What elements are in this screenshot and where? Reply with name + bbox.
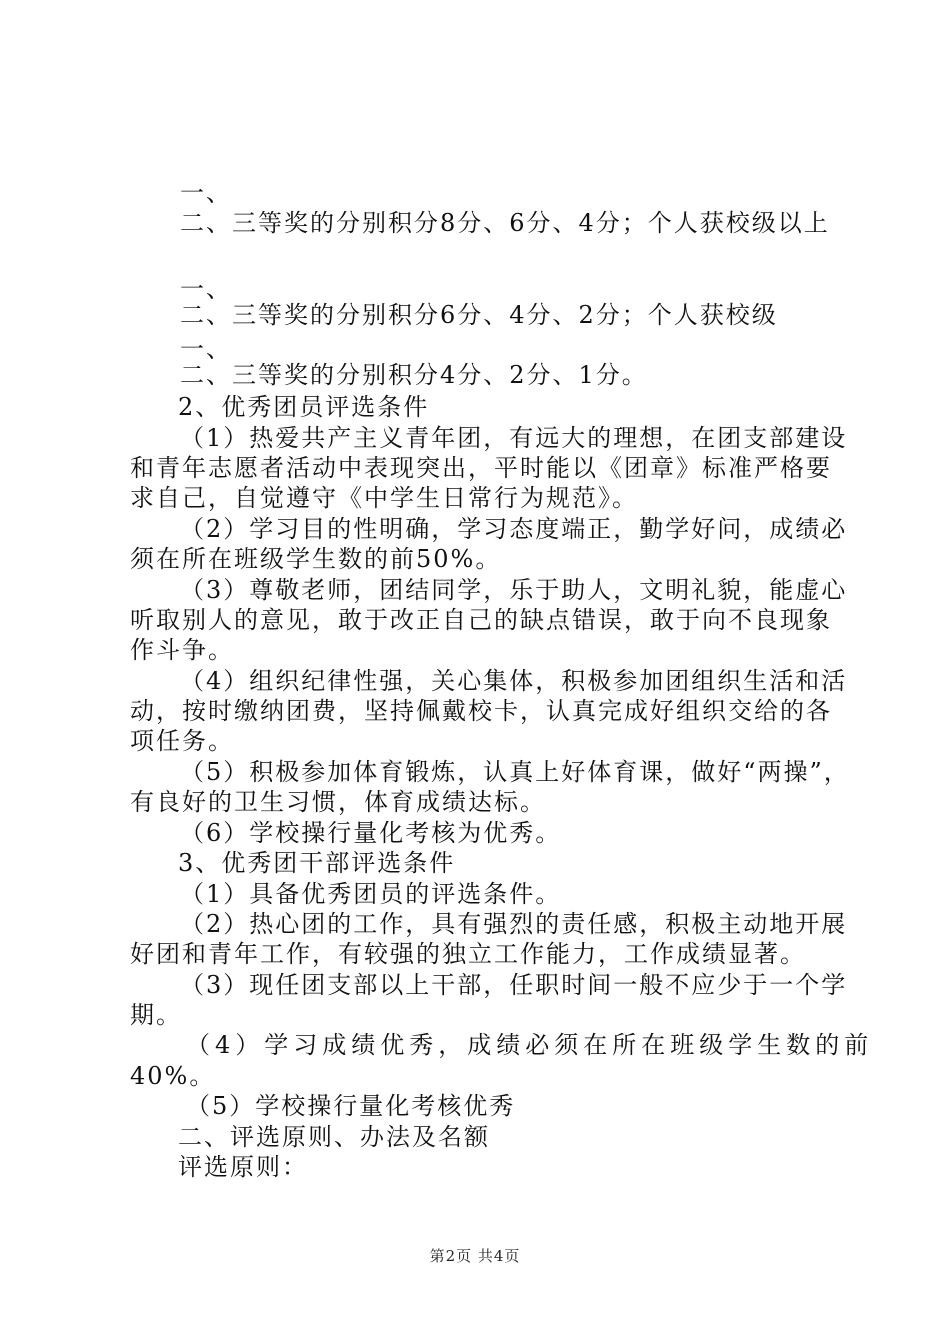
text-line: （3）现任团支部以上干部，任职时间一般不应少于一个学 [180, 971, 848, 999]
page-footer: 第2页 共4页 [429, 1247, 521, 1265]
text-line: 项任务。 [130, 727, 234, 755]
text-line: 二、三等奖的分别积分8分、6分、4分；个人获校级以上 [180, 209, 830, 237]
text-line: （2）热心团的工作，具有强烈的责任感，积极主动地开展 [180, 910, 848, 938]
text-line: 期。 [130, 1001, 182, 1029]
text-line: 作斗争。 [130, 636, 234, 664]
text-line: 一、 [180, 335, 232, 363]
text-line: （5）积极参加体育锻炼，认真上好体育课，做好“两操”， [180, 758, 850, 786]
text-line: 须在所在班级学生数的前50%。 [130, 545, 502, 573]
text-line: 有良好的卫生习惯，体育成绩达标。 [130, 788, 546, 816]
text-line: （5）学校操行量化考核优秀 [186, 1092, 516, 1120]
text-line: 听取别人的意见，敢于改正自己的缺点错误，敢于向不良现象 [130, 606, 832, 634]
text-line: （4）学习成绩优秀，成绩必须在所在班级学生数的前 [186, 1031, 874, 1059]
text-line: 求自己，自觉遵守《中学生日常行为规范》。 [130, 484, 638, 512]
text-line: （4）组织纪律性强，关心集体，积极参加团组织生活和活 [180, 667, 848, 695]
section-heading: 3、优秀团干部评选条件 [178, 849, 456, 877]
text-line: （6）学校操行量化考核为优秀。 [180, 819, 562, 847]
text-line: （3）尊敬老师，团结同学，乐于助人，文明礼貌，能虚心 [180, 576, 848, 604]
section-heading: 二、评选原则、办法及名额 [178, 1123, 490, 1151]
text-line: 二、三等奖的分别积分6分、4分、2分；个人获校级 [180, 301, 778, 329]
text-line: （1）具备优秀团员的评选条件。 [180, 880, 562, 908]
text-line: 和青年志愿者活动中表现突出，平时能以《团章》标准严格要 [130, 454, 832, 482]
text-line: 一、 [180, 275, 232, 303]
text-line: （2）学习目的性明确，学习态度端正，勤学好问，成绩必 [180, 515, 848, 543]
text-line: （1）热爱共产主义青年团，有远大的理想，在团支部建设 [180, 424, 848, 452]
text-line: 好团和青年工作，有较强的独立工作能力，工作成绩显著。 [130, 940, 806, 968]
text-line: 动，按时缴纳团费，坚持佩戴校卡，认真完成好组织交给的各 [130, 697, 832, 725]
text-line: 评选原则： [178, 1153, 308, 1181]
text-line: 40%。 [130, 1062, 216, 1090]
section-heading: 2、优秀团员评选条件 [178, 393, 430, 421]
text-line: 一、 [180, 179, 232, 207]
text-line: 二、三等奖的分别积分4分、2分、1分。 [180, 361, 648, 389]
